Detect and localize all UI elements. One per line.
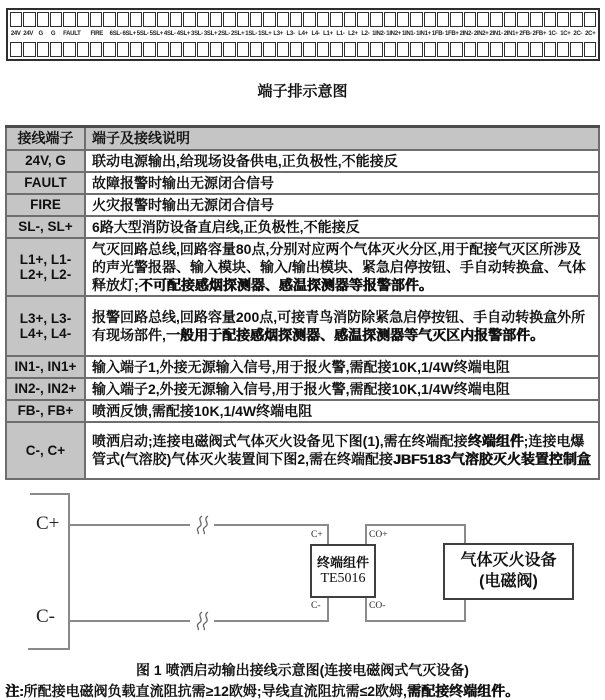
terminal-label: 3SL-: [191, 31, 203, 37]
terminal-label: 4SL+: [176, 31, 191, 37]
terminal-cell: [303, 42, 315, 57]
terminal-cell: [330, 42, 342, 57]
terminal-label: FAULT: [63, 31, 81, 37]
terminal-label: L3-: [286, 31, 295, 37]
terminal-label: L2+: [348, 31, 358, 37]
wire-co-plus-drop: [464, 524, 466, 545]
terminal-label: 1FB+: [444, 31, 459, 37]
terminal-label: G: [38, 31, 43, 37]
pin-c-plus: [327, 525, 329, 544]
terminal-label: 2SL-: [218, 31, 230, 37]
terminal-cell: [157, 12, 169, 27]
wire-co-minus-rise: [464, 599, 466, 622]
terminal-cell: [384, 12, 396, 27]
terminal-label: 1SL+: [258, 31, 272, 37]
terminal-cell: [77, 12, 89, 27]
wire-co-plus: [365, 524, 466, 526]
strip-row-bottom: [10, 42, 596, 57]
terminal-label: 6SL+: [122, 31, 136, 37]
terminal-cell: [530, 42, 542, 57]
terminal-cell: [530, 12, 542, 27]
table-row: [6, 216, 599, 238]
terminal-cell: [250, 12, 262, 27]
terminal-label: L2-: [361, 31, 370, 37]
terminal-cell: [237, 12, 249, 27]
terminal-label: 2C+: [585, 31, 596, 37]
terminal-description: 输入端子2,外接无源输入信号,用于报火警,需配接10K,1/4W终端电阻: [85, 378, 599, 400]
terminal-cell: [143, 42, 155, 57]
terminal-label: 3SL+: [203, 31, 218, 37]
table-row: [6, 356, 599, 378]
terminal-cell: [143, 12, 155, 27]
terminal-cell-label: FIRE: [6, 194, 85, 216]
terminal-description: 输入端子1,外接无源输入信号,用于报火警,需配接10K,1/4W终端电阻: [85, 356, 599, 378]
terminal-cell: [317, 12, 329, 27]
pin-co-minus: [365, 598, 367, 621]
terminal-label: L1-: [336, 31, 345, 37]
terminal-cell: [344, 12, 356, 27]
terminal-cell: [450, 42, 462, 57]
terminal-cell: [63, 12, 75, 27]
terminal-cell: [517, 42, 529, 57]
terminal-cell: [117, 12, 129, 27]
terminal-cell: [357, 12, 369, 27]
terminal-cell-label: FB-, FB+: [6, 400, 85, 422]
terminal-cell: [183, 12, 195, 27]
figure-caption: 图 1 喷洒启动输出接线示意图(连接电磁阀式气灭设备): [136, 661, 469, 678]
note: [5, 683, 605, 700]
device-subname: (电磁阀): [479, 573, 538, 590]
table-row: [6, 378, 599, 400]
table-header-description: 端子及接线说明: [85, 127, 599, 150]
terminal-cell: [197, 42, 209, 57]
terminal-cell: [570, 12, 582, 27]
terminal-unit-name: 终端组件: [316, 554, 369, 570]
pin-c-minus: [327, 598, 329, 621]
terminal-cell: [370, 42, 382, 57]
terminal-cell: [344, 42, 356, 57]
terminal-cell: [197, 12, 209, 27]
terminal-cell: [50, 42, 62, 57]
terminal-cell: [437, 12, 449, 27]
panel-outline-bottom: [28, 648, 70, 650]
terminal-description: 故障报警时输出无源闭合信号: [85, 172, 599, 194]
terminal-description: 联动电源输出,给现场设备供电,正负极性,不能接反: [85, 150, 599, 172]
terminal-label: 24V: [10, 31, 21, 37]
table-row: [6, 422, 599, 479]
terminal-cell: [23, 42, 35, 57]
panel-outline-right: [68, 493, 70, 650]
terminal-label: 1IN2-: [372, 31, 386, 37]
terminal-cell-label: 24V, G: [6, 150, 85, 172]
table-row: [6, 194, 599, 216]
terminal-cell: [223, 42, 235, 57]
terminal-cell: [557, 42, 569, 57]
terminal-cell: [290, 12, 302, 27]
terminal-cell: [23, 12, 35, 27]
terminal-cell: [157, 42, 169, 57]
terminal-label: 2FB+: [532, 31, 547, 37]
terminal-cell: [10, 42, 22, 57]
terminal-cell: [50, 12, 62, 27]
terminal-cell: [544, 42, 556, 57]
wire-break-icon: [190, 515, 214, 535]
terminal-label: 1SL-: [245, 31, 258, 37]
terminal-cell-label: L1+, L1- L2+, L2-: [6, 238, 85, 296]
terminal-label: L1+: [323, 31, 333, 37]
table-row: [6, 400, 599, 422]
terminal-label: 2IN1+: [503, 31, 519, 37]
pin-label-c-minus: C-: [311, 600, 321, 611]
terminal-cell: [210, 42, 222, 57]
terminal-description: 气灭回路总线,回路容量80点,分别对应两个气体灭火分区,用于配接气灭区所涉及的声光警报器、输入模块、输入/输出模块、紧急启停按钮、手自动转换盒、气体释放灯;不可配接感烟探测器、感温探测器等报警部件。: [85, 238, 599, 296]
terminal-cell: [504, 42, 516, 57]
note-bold: 需配接终端组件。: [406, 682, 519, 699]
terminal-cell: [277, 12, 289, 27]
terminal-cell: [450, 12, 462, 27]
terminal-cell: [477, 12, 489, 27]
terminal-cell: [37, 42, 49, 57]
terminal-label: 2FB-: [519, 31, 532, 37]
terminal-cell: [263, 42, 275, 57]
terminal-label: 2IN2-: [459, 31, 473, 37]
terminal-cell: [584, 12, 596, 27]
terminal-cell: [303, 12, 315, 27]
wiring-diagram: [0, 487, 605, 659]
table-row: [6, 238, 599, 296]
terminal-cell: [504, 12, 516, 27]
terminal-cell: [170, 42, 182, 57]
terminal-label: 1FB-: [431, 31, 444, 37]
terminal-label: 2IN2+: [473, 31, 489, 37]
terminal-cell: [237, 42, 249, 57]
terminal-cell: [130, 42, 142, 57]
pin-label-co-plus: CO+: [369, 529, 388, 540]
terminal-cell: [397, 12, 409, 27]
terminal-label: 1C+: [560, 31, 571, 37]
terminal-cell: [357, 42, 369, 57]
table-header-terminal: 接线端子: [6, 127, 85, 150]
terminal-description: 火灾报警时输出无源闭合信号: [85, 194, 599, 216]
table-row: [6, 172, 599, 194]
terminal-unit-model: TE5016: [320, 570, 366, 586]
terminal-cell: [557, 12, 569, 27]
terminal-cell: [517, 12, 529, 27]
table-header-row: [6, 127, 599, 150]
terminal-label: 5SL+: [149, 31, 163, 37]
terminal-cell: [63, 42, 75, 57]
terminal-cell: [410, 12, 422, 27]
terminal-label: 1C-: [548, 31, 558, 37]
device-box: [443, 543, 574, 600]
strip-row-labels: [10, 27, 596, 42]
terminal-cell: [464, 42, 476, 57]
table-row: [6, 150, 599, 172]
terminal-cell: [437, 42, 449, 57]
terminal-label: 6SL-: [109, 31, 122, 37]
terminal-cell: [90, 12, 102, 27]
terminal-cell: [117, 42, 129, 57]
terminal-cell: [317, 42, 329, 57]
note-prefix: 注:: [5, 682, 24, 699]
terminal-cell: [410, 42, 422, 57]
terminal-strip: [6, 8, 600, 61]
terminal-cell: [170, 12, 182, 27]
terminal-description: 喷洒启动;连接电磁阀式气体灭火设备见下图(1),需在终端配接终端组件;连接电爆管式(气溶胶)气体灭火装置间下图2,需在终端配接JBF5183气溶胶灭火装置控制盒: [85, 422, 599, 479]
terminal-cell: [370, 12, 382, 27]
terminal-cell: [210, 12, 222, 27]
terminal-cell: [90, 42, 102, 57]
pin-label-c-plus: C+: [311, 529, 323, 540]
terminal-cell: [384, 42, 396, 57]
terminal-cell: [544, 12, 556, 27]
terminal-cell-label: IN2-, IN2+: [6, 378, 85, 400]
terminal-cell: [130, 12, 142, 27]
terminal-label: 5SL-: [136, 31, 149, 37]
terminal-cell: [584, 42, 596, 57]
panel-outline-top: [30, 493, 70, 495]
terminal-description: 6路大型消防设备直启线,正负极性,不能接反: [85, 216, 599, 238]
panel-terminal-c-minus: C-: [36, 605, 55, 627]
note-body: 所配接电磁阀负载直流阻抗需≥12欧姆;导线直流阻抗需≤2欧姆,: [23, 682, 407, 699]
wire-break-icon: [190, 611, 214, 631]
strip-title: 端子排示意图: [257, 83, 348, 100]
terminal-label: 2IN1-: [489, 31, 503, 37]
table-row: [6, 296, 599, 356]
terminal-cell: [223, 12, 235, 27]
terminal-label: 1IN2+: [386, 31, 401, 37]
terminal-label: 2C-: [573, 31, 583, 37]
terminal-cell: [103, 42, 115, 57]
terminal-cell-label: SL-, SL+: [6, 216, 85, 238]
terminal-cell: [424, 42, 436, 57]
device-name: 气体灭火设备: [460, 552, 557, 569]
panel-terminal-c-plus: C+: [36, 512, 60, 534]
terminal-cell-label: C-, C+: [6, 422, 85, 479]
terminal-cell: [183, 42, 195, 57]
pin-co-plus: [365, 525, 367, 544]
terminal-label: L3+: [273, 31, 283, 37]
terminal-cell: [477, 42, 489, 57]
terminal-table-body: [6, 150, 599, 479]
terminal-label: FIRE: [90, 31, 103, 37]
terminal-cell: [490, 42, 502, 57]
terminal-cell: [424, 12, 436, 27]
terminal-cell: [290, 42, 302, 57]
terminal-label: 24V: [23, 31, 34, 37]
terminal-cell: [37, 12, 49, 27]
terminal-cell: [10, 12, 22, 27]
terminal-cell-label: L3+, L3- L4+, L4-: [6, 296, 85, 356]
terminal-label: G: [50, 31, 56, 37]
terminal-cell: [490, 12, 502, 27]
terminal-label: 4SL-: [163, 31, 176, 37]
wire-co-minus: [365, 620, 466, 622]
terminal-cell: [103, 12, 115, 27]
pin-label-co-minus: CO-: [369, 600, 386, 611]
terminal-label: 2SL+: [230, 31, 245, 37]
terminal-unit-box: [310, 544, 376, 598]
terminal-label: L4-: [311, 31, 320, 37]
terminal-cell: [397, 42, 409, 57]
terminal-cell-label: FAULT: [6, 172, 85, 194]
terminal-cell: [250, 42, 262, 57]
strip-row-top: [10, 12, 596, 27]
terminal-cell: [263, 12, 275, 27]
terminal-description: 报警回路总线,回路容量200点,可接青鸟消防除紧急启停按钮、手自动转换盒外所有现场部件,一般用于配接感烟探测器、感温探测器等气灭区内报警部件。: [85, 296, 599, 356]
terminal-description: 喷洒反馈,需配接10K,1/4W终端电阻: [85, 400, 599, 422]
terminal-table: [5, 125, 600, 480]
terminal-cell-label: IN1-, IN1+: [6, 356, 85, 378]
terminal-cell: [570, 42, 582, 57]
terminal-label: 1IN1+: [416, 31, 431, 37]
terminal-cell: [330, 12, 342, 27]
terminal-cell: [277, 42, 289, 57]
terminal-label: L4+: [298, 31, 308, 37]
terminal-cell: [464, 12, 476, 27]
terminal-cell: [77, 42, 89, 57]
terminal-label: 1IN1-: [401, 31, 416, 37]
